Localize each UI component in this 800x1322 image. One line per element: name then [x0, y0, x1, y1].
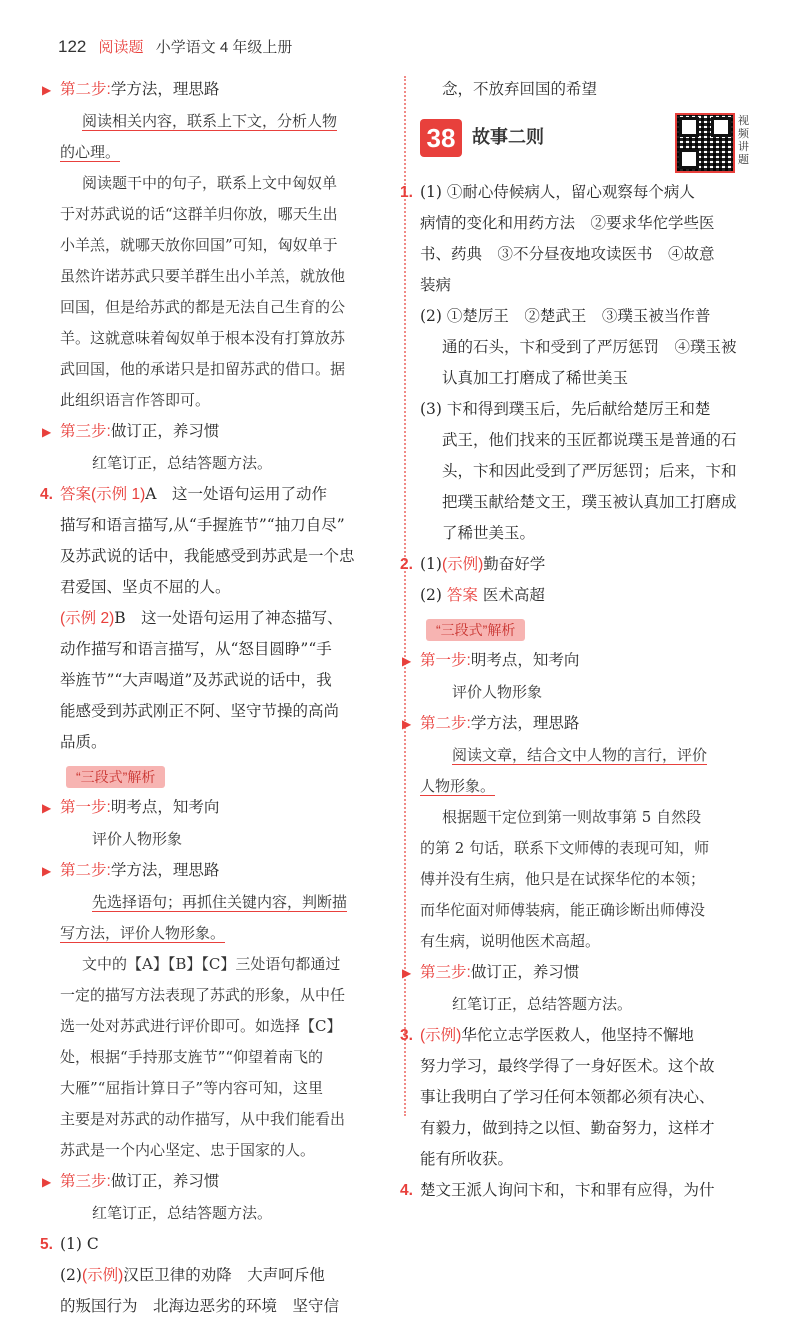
step1-heading: ▶ 第一步:明考点，知考向 — [42, 792, 396, 824]
arrow-icon: ▶ — [402, 654, 412, 668]
arrow-icon: ▶ — [42, 801, 52, 815]
right-column: 念，不放弃回国的希望 38 故事二则 视频讲题 1. (1) ①耐心侍候病人，留心观察每个病人 病情的变化和用药方法 ②要求华佗学些医 书、药典 ③不分昼夜地攻读医书 ④故意 装病 (2) ①楚厉王 ②楚武王 ③璞玉被当作普 通的石头，卞和受到了严厉惩罚 ④璞玉被 认真加工打磨成了稀世美玉 (3) 卞和得到璞玉后，先后献给楚厉王和楚 武王，他们找来的玉匠都说璞玉是普通的石 头，卞和因此受到了严厉惩罚；后来，卞和 把璞玉献给楚文王，璞玉被认真加工打磨成 了稀世美玉。 2. (1)(示例)勤奋好学 (2) 答案 医术高超 “三段式”解析 ▶ 第一步:明考点，知考向 评价人物形象 ▶ 第二步:学方法，理思路 阅读文章，结合文中人物的言行，评价 人物形象。 根据题干定位到第一则故事第 5 自然段 的第 2 句话，联系下文师傅的表现可知，师 傅并没有生病，他只是在试探华佗的本领； 而华佗面对师傅装病，能正确诊断出师傅没 有生病，说明他医术高超。 ▶ 第三步:做订正，养习惯 红笔订正，总结答题方法。 3. (示例)华佗立志学医救人，他坚持不懈地 努力学习，最终学得了一身好医术。这个故 事让我明白了学习任何本领都必须有决心、 有毅力，做到持之以恒、勤奋努力，这样才 能有所收获。 4. 楚文王派人询问卞和，卞和罪有应得，为什 — [420, 74, 754, 1206]
analysis-paragraph: 根据题干定位到第一则故事第 5 自然段 的第 2 句话，联系下文师傅的表现可知，师 傅并没有生病，他只是在试探华佗的本领； 而华佗面对师傅装病，能正确诊断出师傅没 有生病，说明他医术高超。 — [420, 808, 710, 950]
arrow-icon: ▶ — [42, 425, 52, 439]
analysis-paragraph: 阅读题干中的句子，联系上文中匈奴单 于对苏武说的话“这群羊归你放，哪天生出 小羊羔，就哪天放你回国”可知，匈奴单于 虽然许诺苏武只要羊群生出小羊羔，就放他 回国，但是给苏武的都是无法自己生育的公 羊。这就意味着匈奴单于根本没有打算放苏 武回国，他的承诺只是扣留苏武的借口。据 此组织语言作答即可。 — [60, 174, 346, 409]
step3-heading: ▶ 第三步:做订正，养习惯 — [402, 957, 754, 989]
analysis-paragraph: 文中的【A】【B】【C】三处语句都通过 一定的描写方法表现了苏武的形象，从中任 选一处对苏武进行评价即可。如选择【C】 处，根据“手持那支旌节”“仰望着南飞的 大雁”“屈指计算日子”等内容可知，这里 主要是对苏武的动作描写，从中我们能看出 苏武是一个内心坚定、忠于国家的人。 — [60, 955, 346, 1159]
arrow-icon: ▶ — [42, 83, 52, 97]
arrow-icon: ▶ — [42, 1175, 52, 1189]
question-4: 4. 答案(示例 1)A 这一处语句运用了动作 — [40, 485, 327, 503]
three-part-analysis-badge: “三段式”解析 — [426, 619, 525, 641]
page-number: 122 — [58, 37, 87, 56]
lesson-number: 38 — [420, 119, 462, 157]
question-3: 3. (示例)华佗立志学医救人，他坚持不懈地 努力学习，最终学得了一身好医术。这个故 事让我明白了学习任何本领都必须有决心、 有毅力，做到持之以恒、勤奋努力，这样才 能有所收获。 — [400, 1026, 715, 1168]
step3-heading: ▶ 第三步:做订正，养习惯 — [42, 1166, 396, 1198]
qr-code-icon[interactable] — [675, 113, 735, 173]
question-5: 5. (1) C — [40, 1235, 99, 1253]
left-column: ▶ 第二步:学方法，理思路 阅读相关内容，联系上下文，分析人物 的心理。 阅读题干中的句子，联系上文中匈奴单 于对苏武说的话“这群羊归你放，哪天生出 小羊羔，就哪天放你回国”可知，匈奴单于 虽然许诺苏武只要羊群生出小羊羔，就放他 回国，但是给苏武的都是无法自己生育的公 羊。这就意味着匈奴单于根本没有打算放苏 武回国，他的承诺只是扣留苏武的借口。据 此组织语言作答即可。 ▶ 第三步:做订正，养习惯 红笔订正，总结答题方法。 4. 答案(示例 1)A 这一处语句运用了动作 描写和语言描写,从“手握旌节”“抽刀自尽” 及苏武说的话中，我能感受到苏武是一个忠 君爱国、坚贞不屈的人。 (示例 2)B 这一处语句运用了神态描写、 动作描写和语言描写，从“怒目圆睁”“手 举旌节”“大声喝道”及苏武说的话中，我 能感受到苏武刚正不阿、坚守节操的高尚 品质。 “三段式”解析 ▶ 第一步:明考点，知考向 评价人物形象 ▶ 第二步:学方法，理思路 先选择语句；再抓住关键内容，判断描 写方法，评价人物形象。 文中的【A】【B】【C】三处语句都通过 一定的描写方法表现了苏武的形象，从中任 选一处对苏武进行评价即可。如选择【C】 处，根据“手持那支旌节”“仰望着南飞的 大雁”“屈指计算日子”等内容可知，这里 主要是对苏武的动作描写，从中我们能看出 苏武是一个内心坚定、忠于国家的人。 ▶ 第三步:做订正，养习惯 红笔订正，总结答题方法。 5. (1) C (2)(示例)汉臣卫律的劝降 大声呵斥他 的叛国行为 北海边恶劣的环境 坚守信 — [60, 74, 396, 1322]
question-4: 4. 楚文王派人询问卞和，卞和罪有应得，为什 — [400, 1181, 715, 1199]
arrow-icon: ▶ — [402, 717, 412, 731]
question-1: 1. (1) ①耐心侍候病人，留心观察每个病人 病情的变化和用药方法 ②要求华佗学些医 书、药典 ③不分昼夜地攻读医书 ④故意 装病 (2) ①楚厉王 ②楚武王 ③璞玉被当作普 通的石头，卞和受到了严厉惩罚 ④璞玉被 认真加工打磨成了稀世美玉 (3) 卞和得到璞玉后，先后献给楚厉王和楚 武王，他们找来的玉匠都说璞玉是普通的石 头，卞和因此受到了严厉惩罚；后来，卞和 把璞玉献给楚文王，璞玉被认真加工打磨成 了稀世美玉。 — [400, 183, 737, 542]
arrow-icon: ▶ — [402, 966, 412, 980]
step1-heading: ▶ 第一步:明考点，知考向 — [402, 645, 754, 677]
lesson-title: 故事二则 — [472, 127, 544, 147]
step3-heading: ▶ 第三步:做订正，养习惯 — [42, 416, 396, 448]
lesson-header — [420, 113, 754, 177]
step2-heading: ▶ 第二步:学方法，理思路 — [42, 74, 396, 106]
book-title: 小学语文 4 年级上册 — [155, 39, 293, 56]
page-header — [58, 36, 292, 57]
question-2: 2. (1)(示例)勤奋好学 (2) 答案 医术高超 — [400, 555, 546, 604]
three-part-analysis-badge: “三段式”解析 — [66, 766, 165, 788]
step2-heading: ▶ 第二步:学方法，理思路 — [42, 855, 396, 887]
section-tag: 阅读题 — [98, 39, 144, 56]
step2-heading: ▶ 第二步:学方法，理思路 — [402, 708, 754, 740]
qr-label: 视频讲题 — [738, 115, 749, 166]
arrow-icon: ▶ — [42, 864, 52, 878]
